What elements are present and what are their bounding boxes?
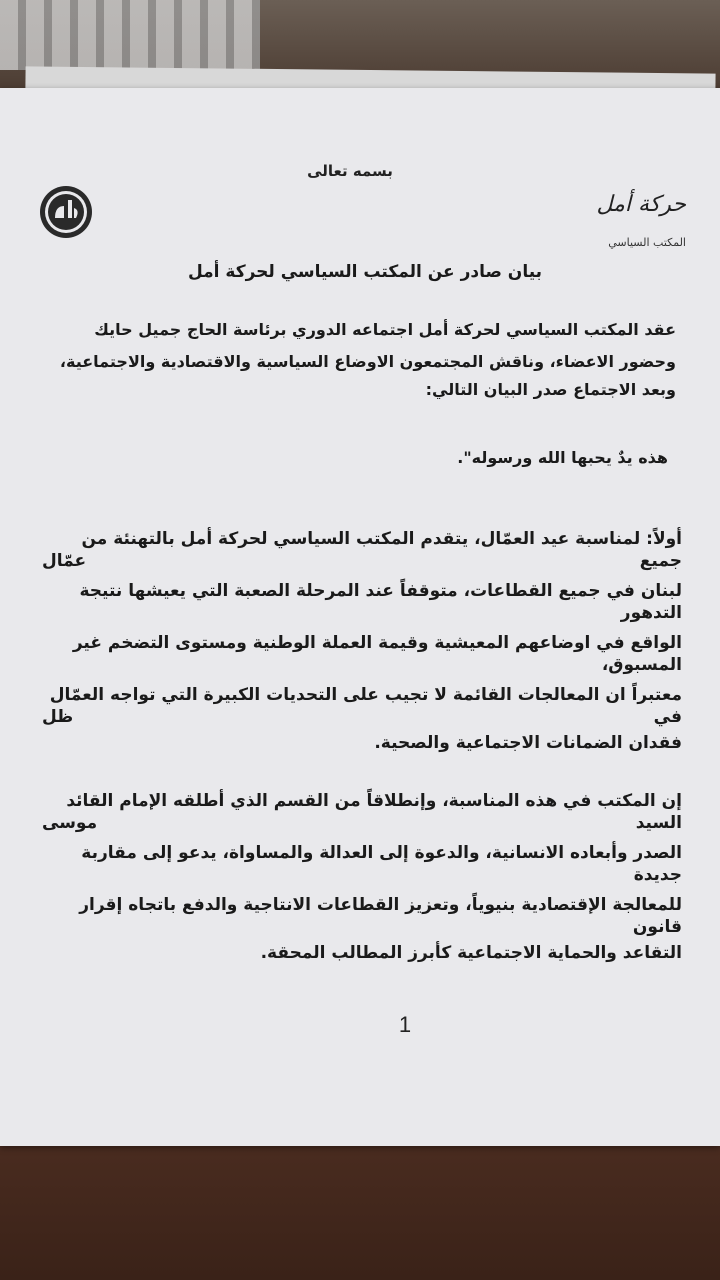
paragraph2-line: للمعالجة الإقتصادية بنيوياً، وتعزيز القطاعات الانتاجية والدفع باتجاه إقرار قانون: [79, 895, 682, 937]
intro-line: وحضور الاعضاء، وناقش المجتمعون الاوضاع السياسية والاقتصادية والاجتماعية،: [59, 352, 676, 371]
org-name: حركة أمل: [596, 192, 686, 217]
desk-surface: [0, 1140, 720, 1280]
paragraph2-line: إن المكتب في هذه المناسبة، وإنطلاقاً من القسم الذي أطلقه الإمام القائد السيد موسى: [42, 791, 682, 833]
paragraph1-line: معتبراً ان المعالجات القائمة لا تجيب على التحديات الكبيرة التي تواجه العمّال في ظل: [42, 685, 682, 727]
page-title: بيان صادر عن المكتب السياسي لحركة أمل: [187, 262, 543, 282]
paragraph1-line: أولاً: لمناسبة عيد العمّال، يتقدم المكتب السياسي لحركة أمل بالتهنئة من جميع عمّال: [42, 529, 682, 571]
intro-line: وبعد الاجتماع صدر البيان التالي:: [425, 380, 676, 399]
quote-line: هذه يدٌ يحبها الله ورسوله".: [457, 448, 668, 467]
paragraph2-line: التقاعد والحماية الاجتماعية كأبرز المطالب المحقة.: [260, 943, 682, 963]
amal-logo: [38, 184, 94, 240]
org-subtitle: المكتب السياسي: [608, 236, 686, 249]
paragraph2-line: الصدر وأبعاده الانسانية، والدعوة إلى العدالة والمساواة، يدعو إلى مقاربة جديدة: [81, 843, 682, 885]
page-number: 1: [398, 1012, 412, 1037]
intro-line: عقد المكتب السياسي لحركة أمل اجتماعه الدوري برئاسة الحاج جميل حايك: [94, 320, 676, 339]
paragraph1-line: الواقع في اوضاعهم المعيشية وقيمة العملة الوطنية ومستوى التضخم غير المسبوق،: [72, 633, 682, 675]
paragraph1-line: فقدان الضمانات الاجتماعية والصحية.: [374, 733, 682, 753]
paragraph1-line: لبنان في جميع القطاعات، متوقفاً عند المرحلة الصعبة التي يعيشها نتيجة التدهور: [79, 581, 682, 623]
basmala: بسمه تعالى: [307, 162, 393, 180]
background-window: [0, 0, 260, 70]
